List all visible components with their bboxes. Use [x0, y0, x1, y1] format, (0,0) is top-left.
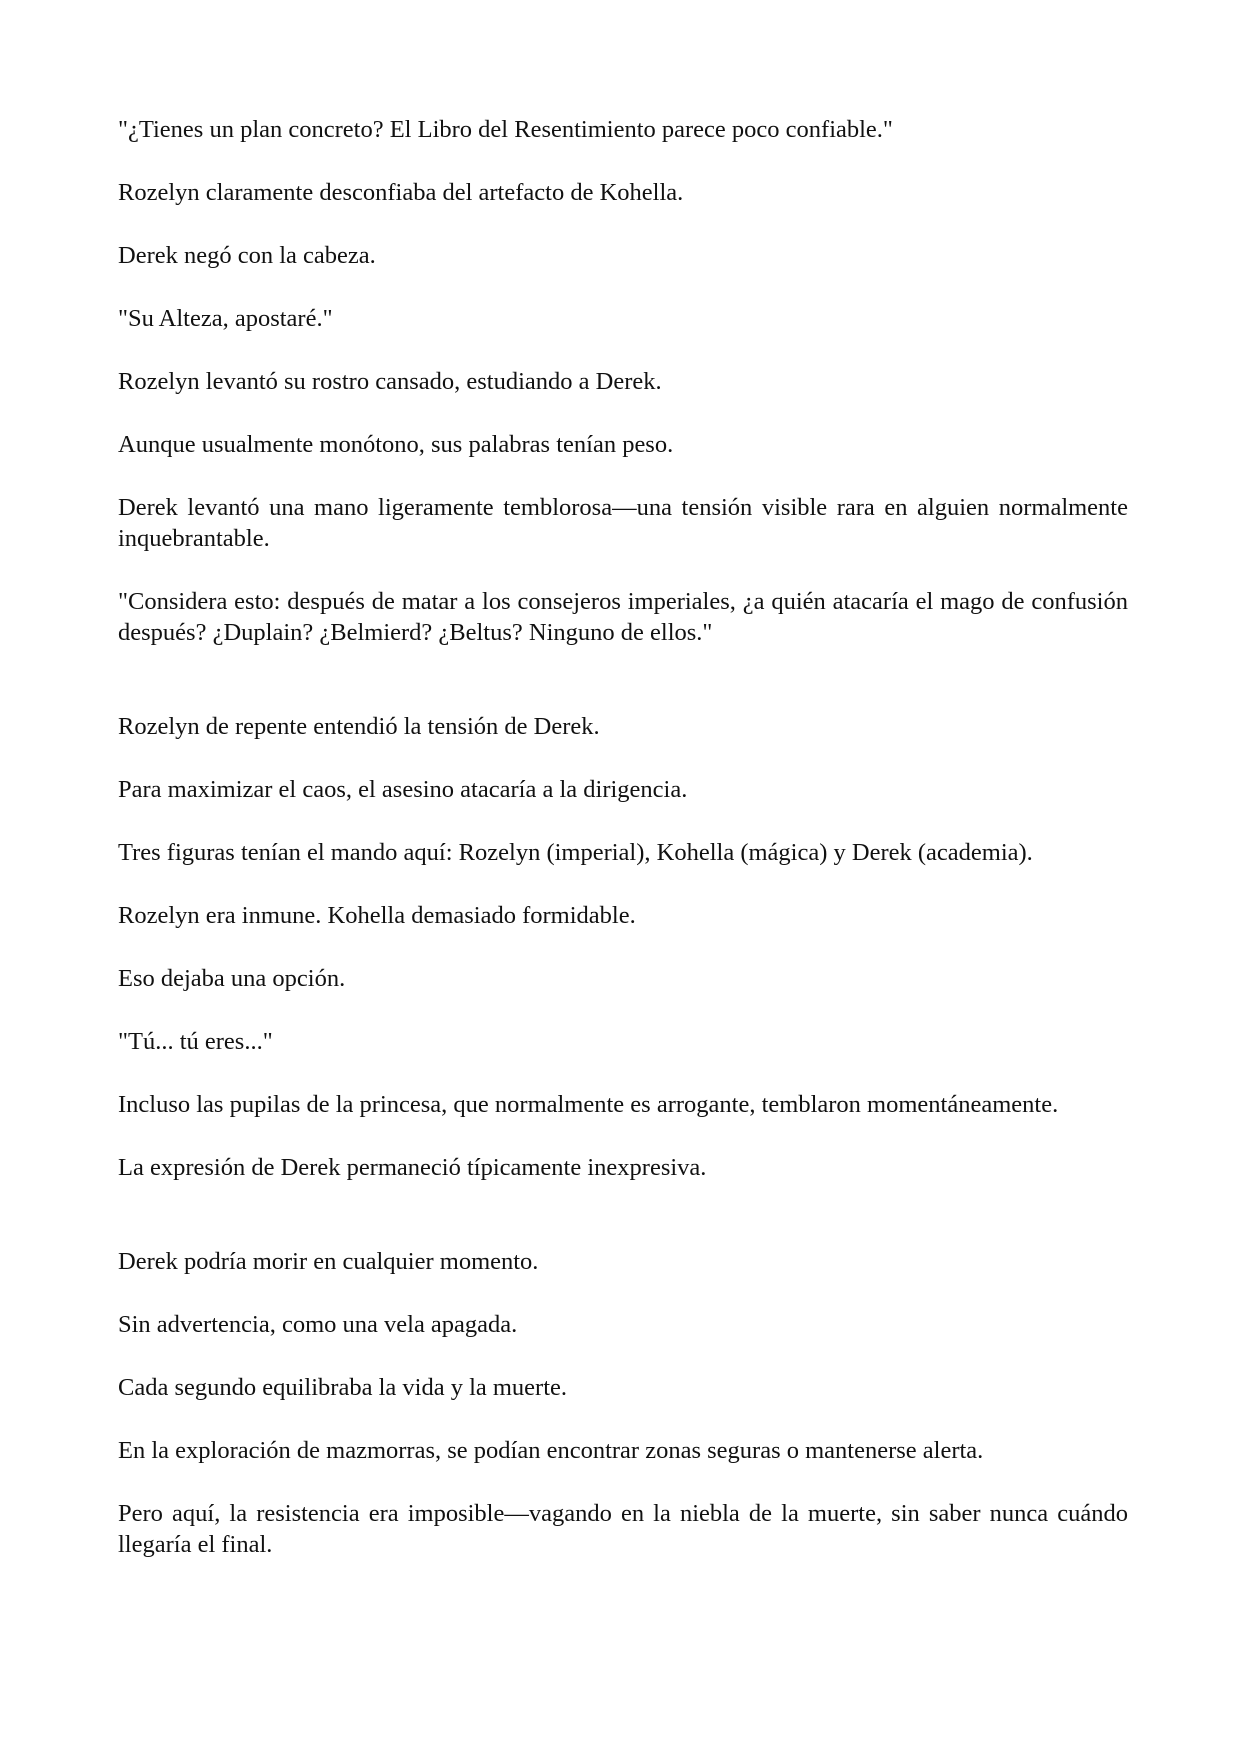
paragraph: Rozelyn claramente desconfiaba del artefacto de Kohella.	[118, 179, 684, 206]
paragraph: Pero aquí, la resistencia era imposible—vagando en la niebla de la muerte, sin saber nunca cuándo llegaría el final.	[118, 1500, 1128, 1558]
paragraph: Tres figuras tenían el mando aquí: Rozelyn (imperial), Kohella (mágica) y Derek (academia).	[118, 839, 1033, 866]
paragraph: "Tú... tú eres..."	[118, 1028, 273, 1055]
paragraph: "¿Tienes un plan concreto? El Libro del Resentimiento parece poco confiable."	[118, 116, 893, 143]
paragraph: Derek podría morir en cualquier momento.	[118, 1248, 539, 1275]
paragraph: Aunque usualmente monótono, sus palabras tenían peso.	[118, 431, 674, 458]
paragraph: Rozelyn era inmune. Kohella demasiado formidable.	[118, 902, 636, 929]
paragraph: La expresión de Derek permaneció típicamente inexpresiva.	[118, 1154, 707, 1181]
paragraph: Derek levantó una mano ligeramente temblorosa—una tensión visible rara en alguien normalmente inquebrantable.	[118, 494, 1128, 552]
paragraph: Cada segundo equilibraba la vida y la muerte.	[118, 1374, 568, 1401]
paragraph: Incluso las pupilas de la princesa, que normalmente es arrogante, temblaron momentáneamente.	[118, 1091, 1059, 1118]
paragraph: Sin advertencia, como una vela apagada.	[118, 1311, 518, 1338]
paragraph: Rozelyn levantó su rostro cansado, estudiando a Derek.	[118, 368, 662, 395]
paragraph: Rozelyn de repente entendió la tensión de Derek.	[118, 713, 600, 740]
paragraph: "Su Alteza, apostaré."	[118, 305, 333, 332]
paragraph: Eso dejaba una opción.	[118, 965, 346, 992]
paragraph: En la exploración de mazmorras, se podían encontrar zonas seguras o mantenerse alerta.	[118, 1437, 984, 1464]
paragraph: Derek negó con la cabeza.	[118, 242, 376, 269]
paragraph: "Considera esto: después de matar a los consejeros imperiales, ¿a quién atacaría el mago de confusión después? ¿Duplain? ¿Belmierd? ¿Beltus? Ninguno de ellos."	[118, 588, 1128, 646]
paragraph: Para maximizar el caos, el asesino atacaría a la dirigencia.	[118, 776, 688, 803]
text-body	[118, 114, 1128, 1592]
